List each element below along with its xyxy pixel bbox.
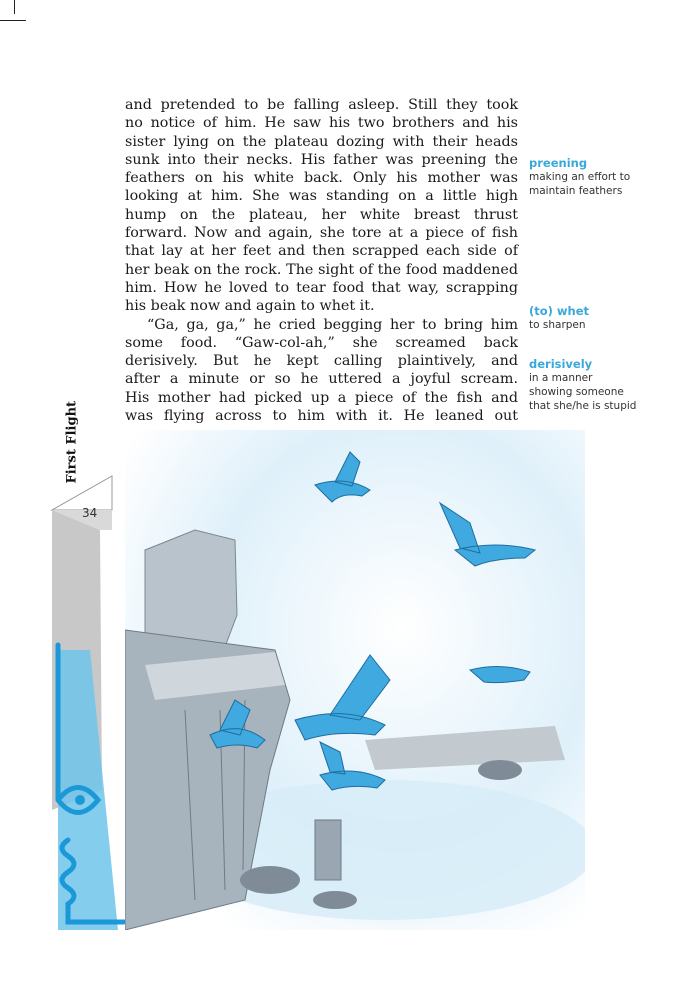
- glossary-definition-line: making an effort to: [529, 171, 631, 183]
- text-line: His mother had picked up a piece of the fish and: [125, 389, 518, 406]
- paragraph-2: [125, 316, 518, 426]
- text-line: hump on the plateau, her white breast thrust: [125, 206, 518, 223]
- text-line: after a minute or so he uttered a joyful scream.: [125, 371, 518, 388]
- rock: [240, 866, 300, 894]
- text-line: some food. “Gaw-col-ah,” she screamed back: [125, 334, 518, 351]
- ornament-dot: [75, 795, 85, 805]
- text-line: forward. Now and again, she tore at a piece of fish: [125, 225, 518, 242]
- page-number: 34: [82, 506, 98, 520]
- rock: [313, 891, 357, 909]
- text-line: her beak on the rock. The sight of the food maddened: [125, 261, 518, 278]
- glossary-definition-line: that she/he is stupid: [529, 400, 637, 412]
- paragraph-1: [125, 96, 518, 316]
- glossary-definition-line: to sharpen: [529, 319, 586, 331]
- story-text: [125, 96, 518, 425]
- glossary-entry-derisively: [529, 357, 636, 413]
- glossary-entry-whet: [529, 304, 589, 332]
- text-line: him. How he loved to tear food that way, scrapping: [125, 279, 518, 296]
- running-title: First Flight: [64, 400, 80, 484]
- page-number-tab: [52, 476, 112, 510]
- rock-pillar: [315, 820, 341, 880]
- text-line: looking at him. She was standing on a little high: [125, 188, 518, 205]
- glossary-entry-preening: [529, 156, 630, 198]
- seagulls-illustration: [125, 430, 585, 930]
- side-decoration: [0, 470, 130, 940]
- text-line: sunk into their necks. His father was preening the: [125, 151, 518, 168]
- text-line: no notice of him. He saw his two brothers and his: [125, 115, 518, 132]
- crop-mark-vertical: [14, 0, 15, 14]
- glossary-word: preening: [529, 156, 588, 170]
- text-line: and pretended to be falling asleep. Still they took: [125, 97, 518, 113]
- crop-mark-horizontal: [0, 20, 26, 21]
- text-line: feathers on his white back. Only his mother was: [125, 170, 518, 187]
- text-line: was flying across to him with it. He leaned out: [125, 408, 518, 425]
- text-line: derisively. But he kept calling plaintively, and: [125, 353, 518, 370]
- glossary-definition-line: maintain feathers: [529, 185, 623, 197]
- text-line: that lay at her feet and then scrapped each side of: [125, 243, 518, 260]
- rock: [478, 760, 522, 780]
- glossary-word: (to) whet: [529, 304, 590, 318]
- glossary-word: derisively: [529, 357, 593, 371]
- text-line: his beak now and again to whet it.: [125, 298, 375, 315]
- text-line: sister lying on the plateau dozing with their heads: [125, 133, 518, 150]
- text-line: “Ga, ga, ga,” he cried begging her to bring him: [147, 316, 518, 333]
- glossary-definition-line: in a manner: [529, 372, 593, 384]
- glossary-definition-line: showing someone: [529, 386, 624, 398]
